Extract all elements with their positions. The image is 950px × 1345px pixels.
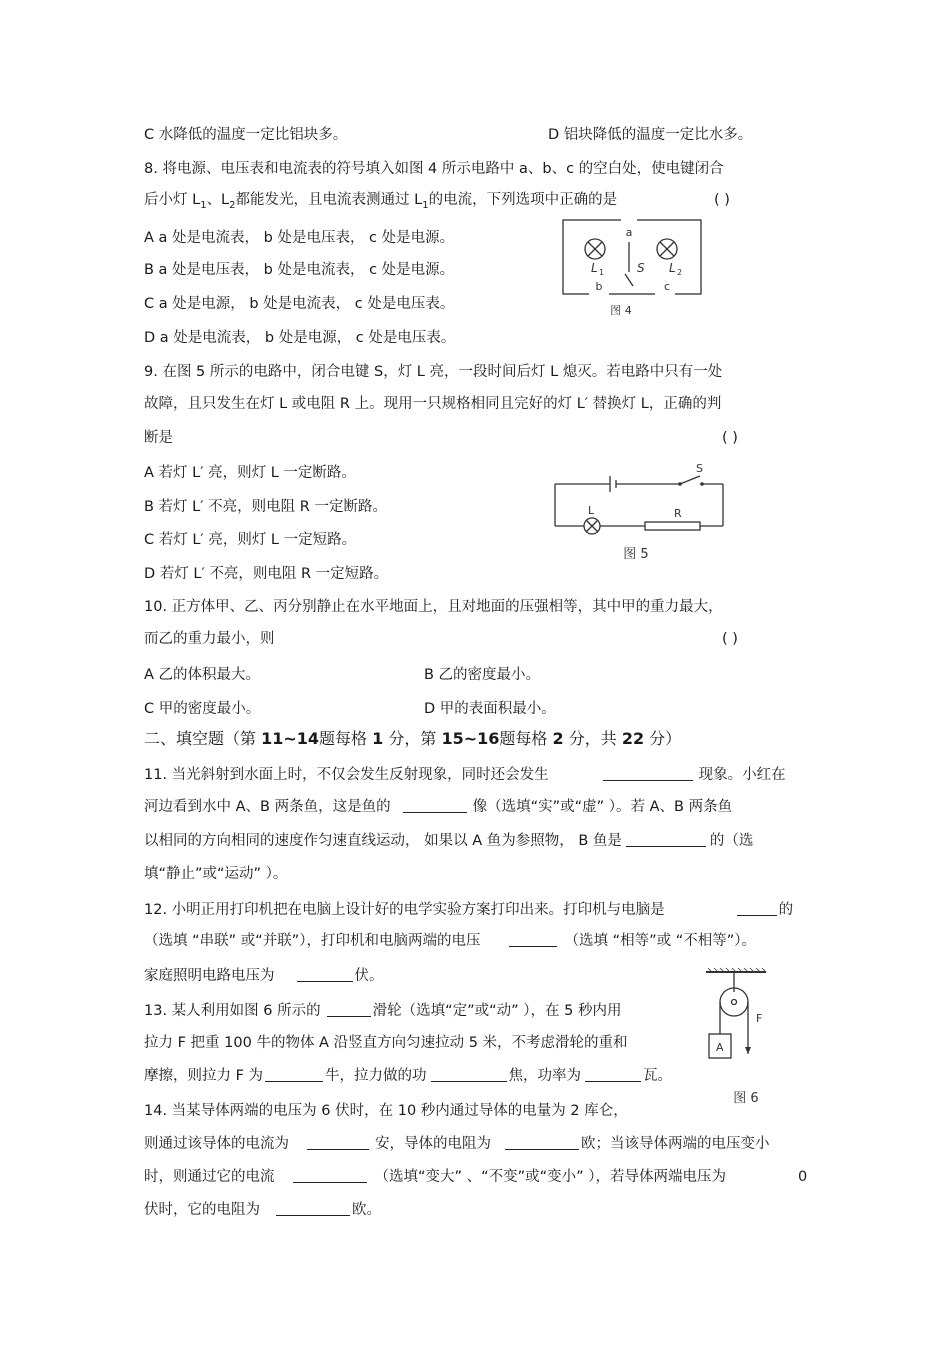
q13-line3: 摩擦，则拉力 F 为 牛，拉力做的功 焦，功率为 瓦。 (144, 1068, 673, 1084)
q8-answer-paren: ( ) (714, 192, 730, 208)
fig4-caption: 图 4 (610, 304, 632, 317)
q9-option-d: D 若灯 L′ 不亮，则电阻 R 一定短路。 (144, 566, 389, 582)
figure-5-circuit (550, 460, 730, 565)
fig4-label-l1: L (591, 261, 598, 275)
q14-line3: 时，则通过它的电流 （选填“变大” 、“不变”或“变小” ），若导体两端电压为 (144, 1169, 727, 1185)
figure-4-circuit (555, 212, 710, 322)
q8-option-b: B a 处是电压表， b 处是电流表， c 处是电源。 (144, 262, 455, 278)
q8-stem-line2: 后小灯 $L_1$、$L_2$都能发光，且电流表测通过 $L_1$的电流，下列选项中正确的是 (144, 192, 618, 211)
q11-line4: 填“静止”或“运动” ）。 (144, 866, 288, 882)
q10-answer-paren: ( ) (722, 631, 738, 647)
q10-option-c: C 甲的密度最小。 (144, 701, 261, 717)
q9-option-a: A 若灯 L′ 亮，则灯 L 一定断路。 (144, 465, 356, 481)
fig5-label-l: L (588, 504, 595, 517)
q10-option-a: A 乙的体积最大。 (144, 667, 261, 683)
q9-answer-paren: ( ) (722, 430, 738, 446)
figure-6-pulley (700, 964, 780, 1109)
q14-line2: 则通过该导体的电流为 安，导体的电阻为 欧；当该导体两端的电压变小 (144, 1136, 770, 1152)
q11-line2: 河边看到水中 A、B 两条鱼，这是鱼的 像（选填“实”或“虚” ）。若 A、B 两条鱼 (144, 799, 733, 815)
q11-blank-3[interactable] (626, 831, 706, 847)
q8-option-a: A a 处是电流表， b 处是电压表， c 处是电源。 (144, 230, 455, 246)
fig5-label-s: S (696, 462, 703, 475)
fig4-label-l1-sub: 1 (599, 268, 605, 277)
q10-option-b: B 乙的密度最小。 (424, 667, 541, 683)
q14-blank-4[interactable] (276, 1200, 350, 1216)
q12-line1: 12. 小明正用打印机把在电脑上设计好的电学实验方案打印出来。打印机与电脑是 的 (144, 902, 794, 918)
fig4-label-s: S (637, 261, 645, 275)
q14-line1: 14. 当某导体两端的电压为 6 伏时，在 10 秒内通过导体的电量为 2 库仑， (144, 1103, 628, 1119)
q8-option-d: D a 处是电流表， b 处是电源， c 处是电压表。 (144, 330, 456, 346)
q8-stem-line1: 8. 将电源、电压表和电流表的符号填入如图 4 所示电路中 a、b、c 的空白处，使电键闭合 (144, 161, 724, 177)
q9-option-c: C 若灯 L′ 亮，则灯 L 一定短路。 (144, 532, 357, 548)
q13-blank-4[interactable] (585, 1066, 641, 1082)
q9-option-b: B 若灯 L′ 不亮，则电阻 R 一定断路。 (144, 499, 387, 515)
fig4-label-a: a (625, 226, 633, 239)
q14-line4: 伏时，它的电阻为 欧。 (144, 1202, 381, 1218)
q10-option-d: D 甲的表面积最小。 (424, 701, 556, 717)
q14-line3-zero: 0 (798, 1169, 808, 1185)
fig6-caption: 图 6 (733, 1091, 759, 1106)
q13-line2: 拉力 F 把重 100 牛的物体 A 沿竖直方向匀速拉动 5 米，不考虑滑轮的重和 (144, 1035, 628, 1051)
q14-blank-3[interactable] (293, 1167, 367, 1183)
q12-line3: 家庭照明电路电压为 伏。 (144, 968, 384, 984)
fig4-label-c: c (663, 280, 671, 293)
section-2-heading: 二、填空题（第 11~14题每格 1 分，第 15~16题每格 2 分，共 22 分） (144, 729, 682, 748)
q14-blank-1[interactable] (307, 1134, 369, 1150)
fig4-label-b: b (595, 280, 603, 293)
q11-line1: 11. 当光斜射到水面上时，不仅会发生反射现象，同时还会发生 现象。小红在 (144, 767, 786, 783)
q11-blank-2[interactable] (403, 797, 467, 813)
q10-stem-line1: 10. 正方体甲、乙、丙分别静止在水平地面上，且对地面的压强相等，其中甲的重力最大， (144, 599, 723, 615)
q12-blank-3[interactable] (297, 966, 353, 982)
q13-blank-1[interactable] (327, 1001, 371, 1017)
q9-stem-line1: 9. 在图 5 所示的电路中，闭合电键 S，灯 L 亮，一段时间后灯 L 熄灭。若电路中只有一处 (144, 364, 723, 380)
q8-option-c: C a 处是电源， b 处是电流表， c 处是电压表。 (144, 296, 455, 312)
q13-line1: 13. 某人利用如图 6 所示的 滑轮（选填“定”或“动” ），在 5 秒内用 (144, 1003, 622, 1019)
q7-option-c: C 水降低的温度一定比铝块多。 (144, 127, 348, 143)
fig4-label-l2: L (669, 261, 676, 275)
q14-blank-2[interactable] (505, 1134, 579, 1150)
q10-stem-line2: 而乙的重力最小，则 (144, 631, 275, 647)
fig5-label-r: R (674, 507, 682, 520)
q13-blank-2[interactable] (265, 1066, 323, 1082)
q9-stem-line3: 断是 (144, 430, 173, 446)
fig6-label-a: A (716, 1041, 724, 1054)
q7-option-d: D 铝块降低的温度一定比水多。 (548, 127, 753, 143)
q12-blank-2[interactable] (509, 931, 557, 947)
q11-blank-1[interactable] (603, 765, 693, 781)
q9-stem-line2: 故障，且只发生在灯 L 或电阻 R 上。现用一只规格相同且完好的灯 L′ 替换灯 L，正确的判 (144, 396, 722, 412)
q11-line3: 以相同的方向相同的速度作匀速直线运动， 如果以 A 鱼为参照物， B 鱼是 的（选 (144, 833, 754, 849)
fig4-label-l2-sub: 2 (677, 268, 683, 277)
fig6-label-f: F (756, 1012, 763, 1025)
q12-line2: （选填 “串联” 或“并联”），打印机和电脑两端的电压 （选填 “相等”或 “不相等”）。 (144, 933, 757, 949)
q12-blank-1[interactable] (737, 900, 777, 916)
q13-blank-3[interactable] (431, 1066, 507, 1082)
fig5-caption: 图 5 (623, 547, 649, 562)
